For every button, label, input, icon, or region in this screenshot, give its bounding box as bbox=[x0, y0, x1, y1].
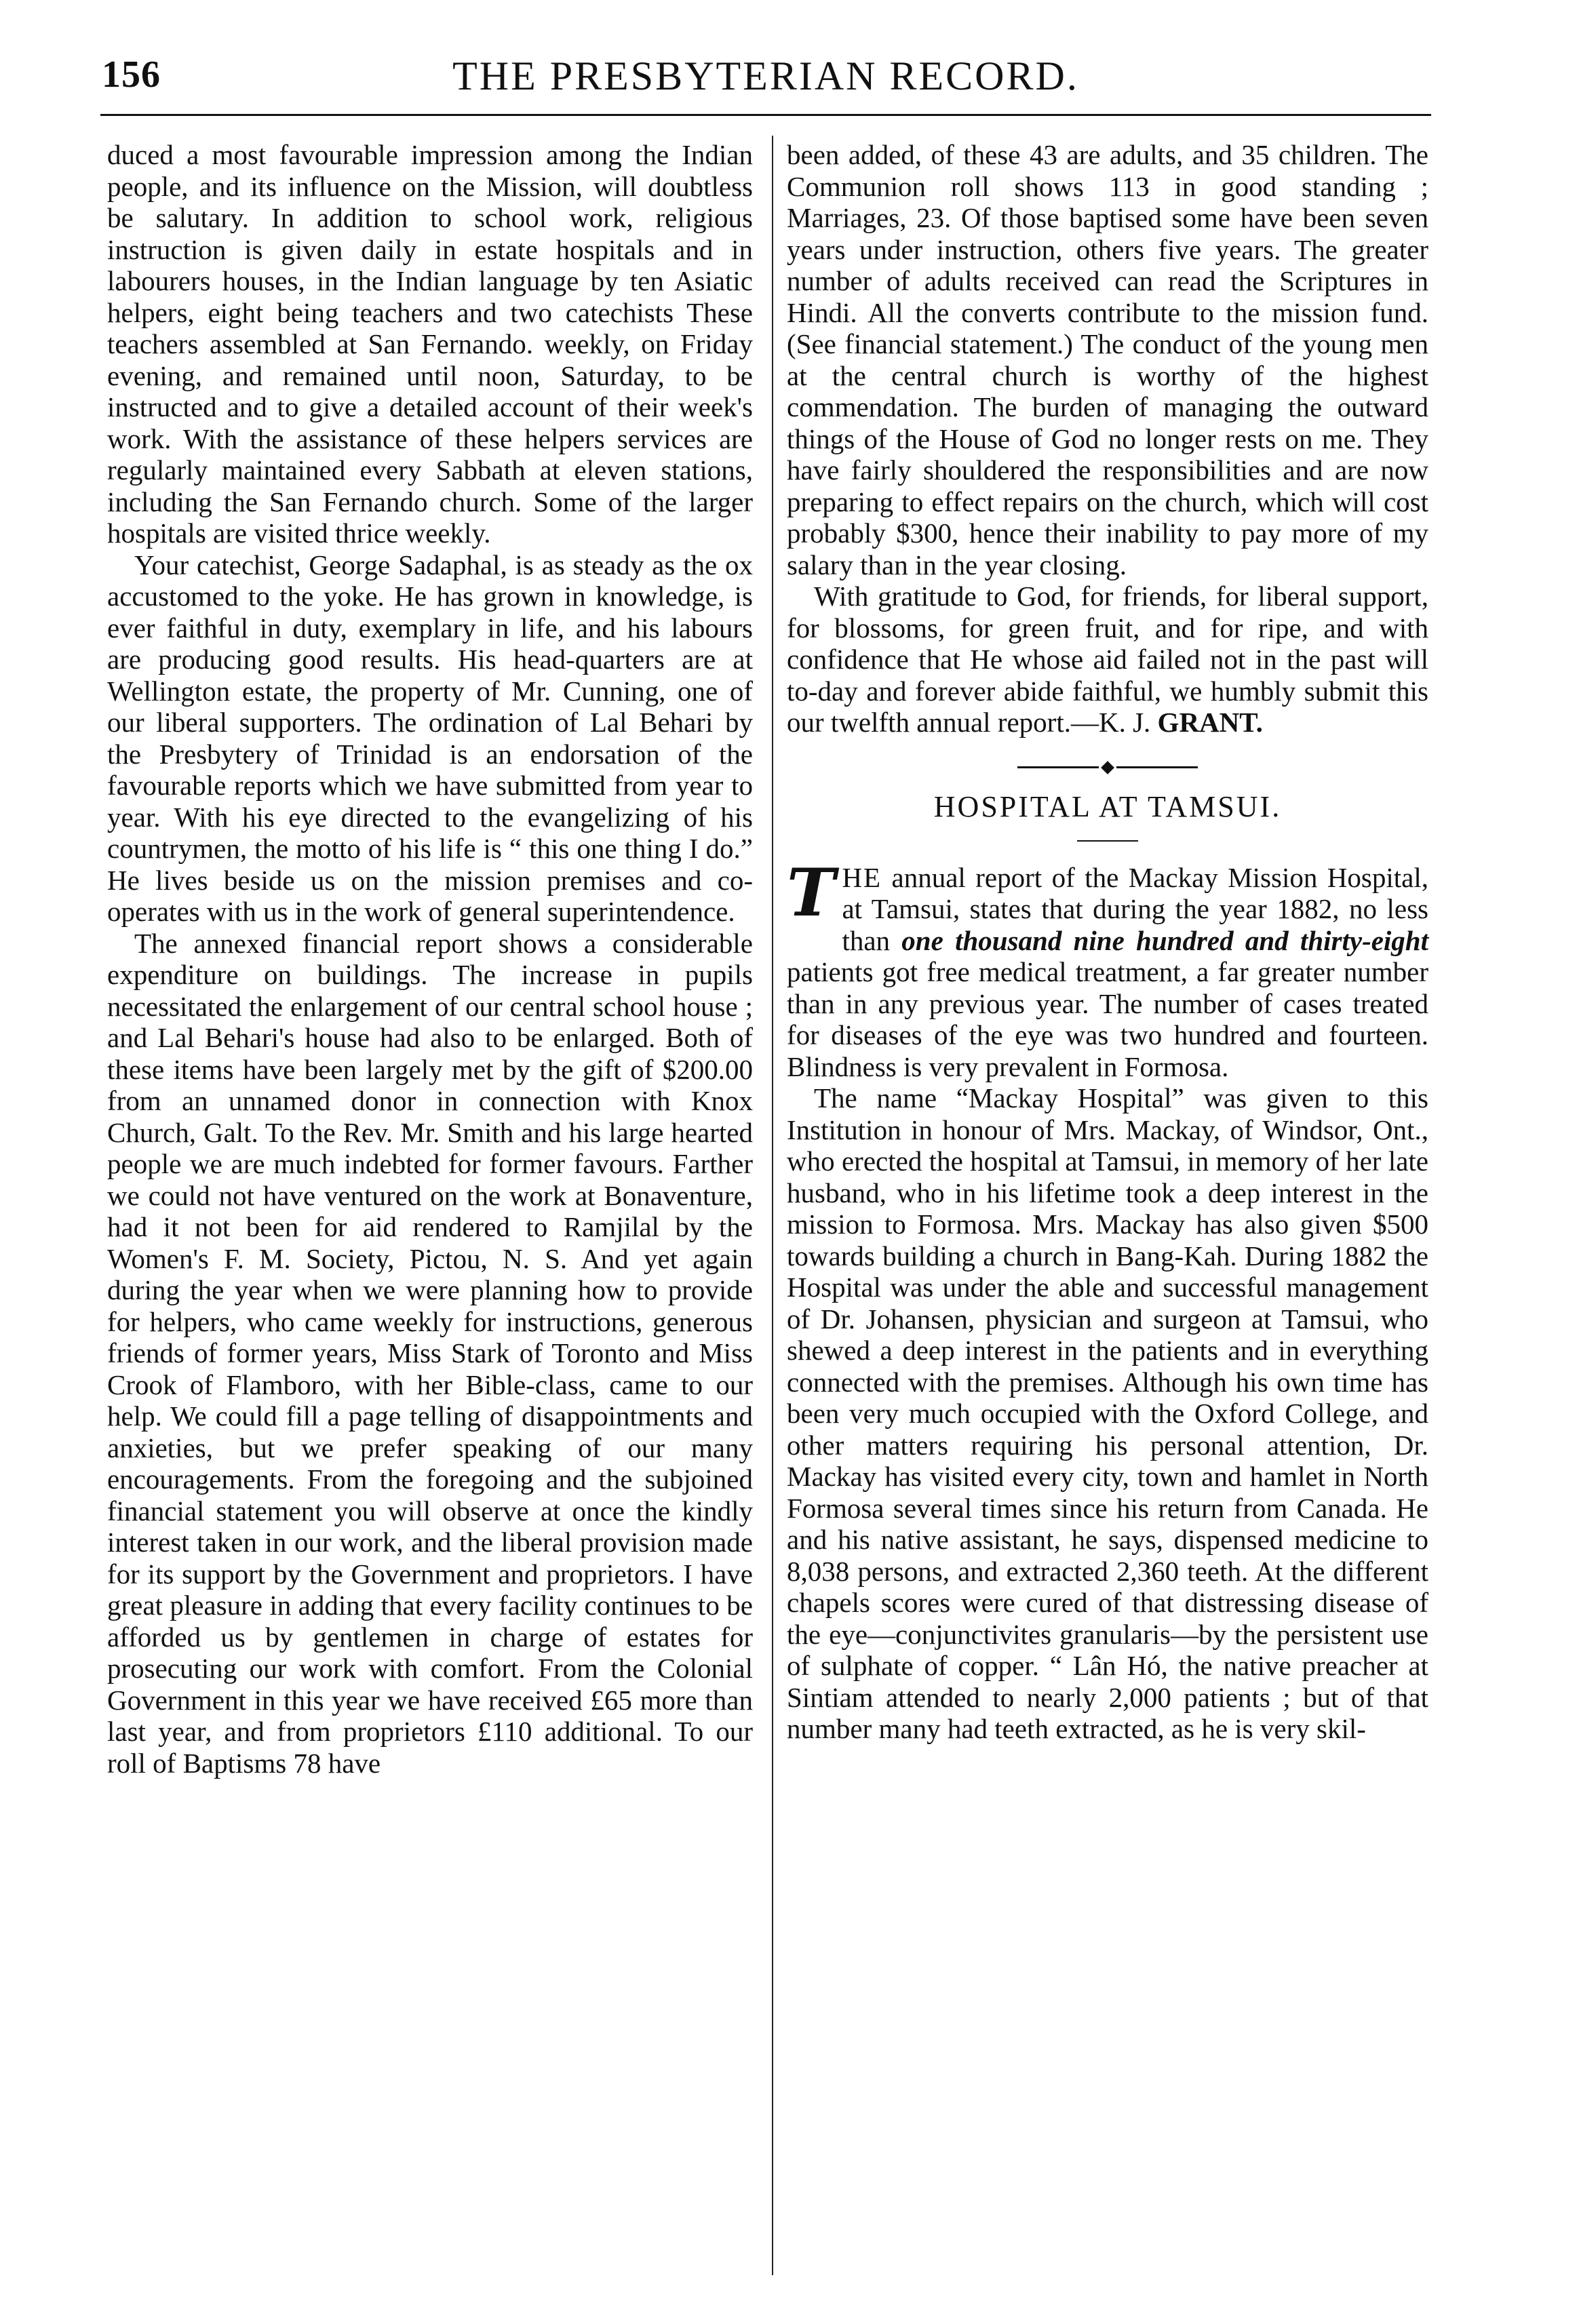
page-number: 156 bbox=[102, 54, 161, 96]
right-paragraph-2 bbox=[787, 580, 1428, 738]
page-header bbox=[102, 47, 1430, 115]
heading-rule bbox=[1077, 840, 1138, 842]
right-paragraph-1: been added, of these 43 are adults, and 35 children. The Communion roll shows 113 in good standing ; Marriages, 23. Of those baptised some have been seven years under instruction, others five years. The greater number of adults received can read the Scriptures in Hindi. All the converts contribute to the mission fund. (See financial statement.) The conduct of the young men at the central church is worthy of the highest commendation. The burden of managing the outward things of the House of God no longer rests on me. They have fairly shouldered the responsibilities and are now preparing to effect repairs on the church, which will cost probably $300, hence their inability to pay more of my salary than in the year closing. bbox=[787, 139, 1428, 580]
section-heading: HOSPITAL AT TAMSUI. bbox=[933, 789, 1282, 823]
author-signature: GRANT. bbox=[1157, 707, 1263, 738]
hospital-paragraph-1 bbox=[787, 854, 1428, 1083]
drop-cap: T bbox=[787, 854, 836, 931]
left-paragraph-2: Your catechist, George Sadaphal, is as steady as the ox accustomed to the yoke. He has grown in knowledge, is ever faithful in duty, exemplary in life, and his labours are producing good results. His head-quarters are at Wellington estate, the property of Mr. Cunning, one of our liberal supporters. The ordination of Lal Behari by the Presbytery of Trinidad is an endorsation of the favourable reports which we have submitted from year to year. With his eye directed to the evangelizing of his countrymen, the motto of his life is “ this one thing I do.” He lives beside us on the mission premises and co-operates with us in the work of general superintendence. bbox=[107, 549, 753, 927]
closing-text: With gratitude to God, for friends, for liberal support, for blossoms, for green fruit, and for ripe, and with confidence that He whose aid failed not in the past will to-day and forever abide faithful, we humbly submit this our twelfth annual report.—K. J. bbox=[787, 580, 1428, 738]
hospital-paragraph-2: The name “Mackay Hospital” was given to this Institution in honour of Mrs. Mackay, of Windsor, Ont., who erected the hospital at Tamsui, in memory of her late husband, who in his lifetime took a deep interest in the mission to Formosa. Mrs. Mackay has also given $500 towards building a church in Bang-Kah. During 1882 the Hospital was under the able and successful management of Dr. Johansen, physician and surgeon at Tamsui, who shewed a deep interest in the patients and in everything connected with the premises. Although his own time has been very much occupied with the Oxford College, and other matters requiring his personal attention, Dr. Mackay has visited every city, town and hamlet in North Formosa several times since his return from Canada. He and his native assistant, he says, dispensed medicine to 8,038 persons, and extracted 2,360 teeth. At the different chapels scores were cured of that distressing disease of the eye—conjunctivites granularis—by the persistent use of sulphate of copper. “ Lân Hó, the native preacher at Sintiam attended to nearly 2,000 patients ; but of that number many had teeth extracted, as he is very skil- bbox=[787, 1082, 1428, 1744]
opening-word: HE bbox=[842, 861, 882, 893]
patient-count-emphasis: one thousand nine hundred and thirty-eight bbox=[901, 924, 1428, 956]
section-ornament bbox=[787, 763, 1428, 772]
hospital-text-a: annual report of the Mackay Mission Hospital, at Tamsui, states that during the year 1882, no less than bbox=[842, 861, 1428, 956]
header-rule bbox=[100, 114, 1431, 116]
ornament-line-right bbox=[1116, 766, 1198, 768]
column-divider bbox=[772, 136, 773, 2275]
right-column bbox=[787, 139, 1428, 1745]
ornament-diamond bbox=[1101, 761, 1114, 774]
left-column bbox=[107, 139, 753, 1779]
hospital-text-b: patients got free medical treatment, a far greater number than in any previous year. The number of cases treated for diseases of the eye was two hundred and fourteen. Blindness is very prevalent in Formosa. bbox=[787, 956, 1428, 1082]
running-title: THE PRESBYTERIAN RECORD. bbox=[452, 54, 1079, 98]
left-paragraph-3: The annexed financial report shows a considerable expenditure on buildings. The increase in pupils necessitated the enlargement of our central school house ; and Lal Behari's house had also to be enlarged. Both of these items have been largely met by the gift of $200.00 from an unnamed donor in connection with Knox Church, Galt. To the Rev. Mr. Smith and his large hearted people we are much indebted for former favours. Farther we could not have ventured on the work at Bonaventure, had it not been for aid rendered to Ramjilal by the Women's F. M. Society, Pictou, N. S. And yet again during the year when we were planning how to provide for helpers, who came weekly for instructions, generous friends of former years, Miss Stark of Toronto and Miss Crook of Flamboro, with her Bible-class, came to our help. We could fill a page telling of disappointments and anxieties, but we prefer speaking of our many encouragements. From the foregoing and the subjoined financial statement you will observe at once the kindly interest taken in our work, and the liberal provision made for its support by the Government and proprietors. I have great pleasure in adding that every facility continues to be afforded us by gentlemen in charge of estates for prosecuting our work with comfort. From the Colonial Government in this year we have received £65 more than last year, and from proprietors £110 additional. To our roll of Baptisms 78 have bbox=[107, 927, 753, 1779]
left-paragraph-1: duced a most favourable impression among the Indian people, and its influence on the Mission, will doubtless be salutary. In addition to school work, religious instruction is given daily in estate hospitals and in labourers houses, in the Indian language by ten Asiatic helpers, eight being teachers and two catechists These teachers assembled at San Fernando. weekly, on Friday evening, and remained until noon, Saturday, to be instructed and to give a detailed account of their week's work. With the assistance of these helpers services are regularly maintained every Sabbath at eleven stations, including the San Fernando church. Some of the larger hospitals are visited thrice weekly. bbox=[107, 139, 753, 549]
ornament-line-left bbox=[1017, 766, 1099, 768]
